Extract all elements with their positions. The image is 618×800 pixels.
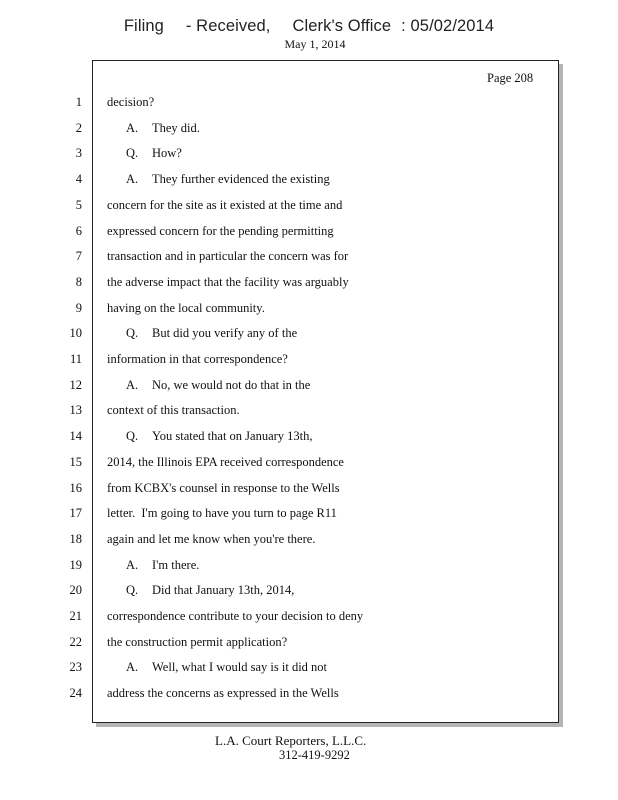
reporter-phone: 312-419-9292 [279,748,350,762]
line-number: 15 [69,455,82,469]
transcript-line [107,248,348,264]
deposition-date: May 1, 2014 [284,37,346,51]
line-number: 8 [75,275,82,289]
line-text: You stated that on January 13th, [152,429,313,443]
line-text: 2014, the Illinois EPA received correspondence [107,455,344,469]
question-marker: Q. [126,583,139,597]
answer-marker: A. [126,121,139,135]
answer-marker: A. [126,378,139,392]
line-number: 14 [69,429,82,443]
line-text: again and let me know when you're there. [107,532,316,546]
line-number: 19 [69,558,82,572]
line-text: Well, what I would say is it did not [152,660,328,674]
line-number: 4 [75,172,82,186]
transcript-line [107,531,315,547]
line-text: expressed concern for the pending permitting [107,224,334,238]
line-number: 5 [75,198,82,212]
line-number: 6 [75,224,82,238]
transcript-line [126,659,327,675]
line-text: They further evidenced the existing [152,172,330,186]
transcript-line [126,428,313,444]
line-number: 21 [69,609,82,623]
line-text: context of this transaction. [107,403,240,417]
transcript-line [126,377,310,393]
line-number: 3 [75,146,82,160]
line-text: Did that January 13th, 2014, [152,583,295,597]
page-number: Page 208 [487,71,534,85]
transcript-line [126,171,330,187]
transcript-line [107,402,240,418]
answer-marker: A. [126,660,139,674]
line-text: the adverse impact that the facility was arguably [107,275,349,289]
line-number: 1 [75,95,82,109]
line-number: 13 [69,403,82,417]
transcript-line [107,608,363,624]
line-number: 18 [69,532,82,546]
line-number: 9 [75,301,82,315]
line-text: concern for the site as it existed at the time and [107,198,343,212]
transcript-line [126,582,294,598]
line-number: 24 [69,686,82,700]
line-text: from KCBX's counsel in response to the Wells [107,481,340,495]
line-number: 20 [69,583,82,597]
transcript-line [126,557,199,573]
transcript-line [107,634,287,650]
question-marker: Q. [126,146,139,160]
line-number: 7 [75,249,82,263]
transcript-line [126,325,297,341]
transcript-line [107,505,337,521]
line-text: They did. [152,121,200,135]
transcript-line [107,300,265,316]
filing-label: Filing [123,17,164,35]
filing-stamp [0,17,618,36]
transcript-line [107,274,349,290]
line-number: 22 [69,635,82,649]
received-label: - Received, [185,17,271,35]
line-number: 17 [69,506,82,520]
question-marker: Q. [126,429,139,443]
line-text: information in that correspondence? [107,352,288,366]
answer-marker: A. [126,558,139,572]
line-text: decision? [107,95,155,109]
transcript-line [107,454,344,470]
transcript-line [107,223,334,239]
reporter-company: L.A. Court Reporters, L.L.C. [215,733,367,748]
line-text: No, we would not do that in the [152,378,311,392]
answer-marker: A. [126,172,139,186]
transcript-line [107,94,154,110]
transcript-line [107,685,339,701]
line-number: 16 [69,481,82,495]
line-text: letter. I'm going to have you turn to page R11 [107,506,337,520]
line-number: 11 [69,352,82,366]
office-label: Clerk's Office [292,17,392,35]
line-text: correspondence contribute to your decision to deny [107,609,364,623]
line-number: 23 [69,660,82,674]
transcript-line [107,480,340,496]
line-text: address the concerns as expressed in the Wells [107,686,339,700]
line-text: transaction and in particular the concern was for [107,249,349,263]
stamp-date: : 05/02/2014 [401,17,495,35]
line-text: How? [152,146,182,160]
line-text: having on the local community. [107,301,265,315]
transcript-line [107,351,288,367]
question-marker: Q. [126,326,139,340]
transcript-line [126,120,200,136]
transcript-line [126,145,182,161]
transcript-line [107,197,342,213]
line-number: 10 [69,326,82,340]
line-text: But did you verify any of the [152,326,298,340]
line-number: 12 [69,378,82,392]
line-text: I'm there. [152,558,200,572]
line-number: 2 [75,121,82,135]
line-text: the construction permit application? [107,635,288,649]
